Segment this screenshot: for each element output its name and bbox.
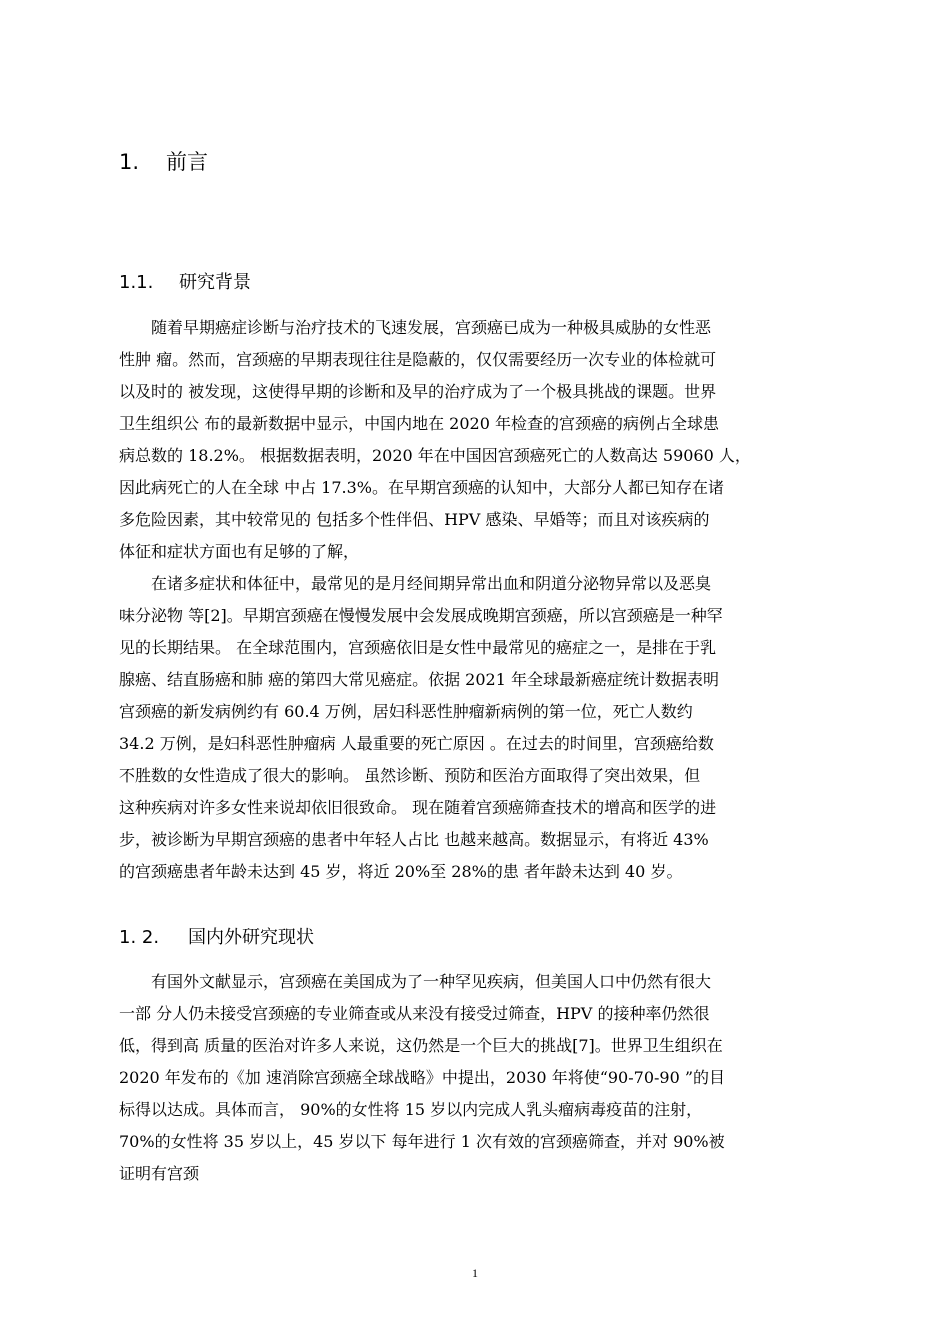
text-line: 低，得到高 质量的医治对许多人来说，这仍然是一个巨大的挑战[7]。世界卫生组织在 <box>119 1036 723 1055</box>
section-title: 研究背景 <box>179 272 251 293</box>
section-number: 1. 2. <box>119 927 160 948</box>
text-line: 的宫颈癌患者年龄未达到 45 岁，将近 20%至 28%的患 者年龄未达到 40 岁。 <box>119 862 683 881</box>
text-line: 卫生组织公 布的最新数据中显示，中国内地在 2020 年检查的宫颈癌的病例占全球患 <box>119 414 719 433</box>
text-line: 病总数的 18.2%。 根据数据表明，2020 年在中国因宫颈癌死亡的人数高达 59060 人， <box>119 446 751 465</box>
section-number: 1.1. <box>119 272 154 293</box>
paragraph-background-2 <box>119 568 842 888</box>
text-line: 70%的女性将 35 岁以上，45 岁以下 每年进行 1 次有效的宫颈癌筛查，并对 90%被 <box>119 1132 725 1151</box>
text-line: 在诸多症状和体征中，最常见的是月经间期异常出血和阴道分泌物异常以及恶臭 <box>119 574 712 593</box>
text-line: 不胜数的女性造成了很大的影响。 虽然诊断、预防和医治方面取得了突出效果，但 <box>119 766 701 785</box>
text-line: 证明有宫颈 <box>119 1164 200 1183</box>
paragraph-background-1 <box>119 312 842 568</box>
page-number: 1 <box>472 1266 478 1280</box>
chapter-title: 前言 <box>166 150 208 174</box>
text-line: 多危险因素，其中较常见的 包括多个性伴侣、HPV 感染、早婚等；而且对该疾病的 <box>119 510 710 529</box>
text-line: 因此病死亡的人在全球 中占 17.3%。在早期宫颈癌的认知中，大部分人都已知存在诸 <box>119 478 725 497</box>
text-line: 性肿 瘤。然而，宫颈癌的早期表现往往是隐蔽的，仅仅需要经历一次专业的体检就可 <box>119 350 717 369</box>
text-line: 标得以达成。具体而言， 90%的女性将 15 岁以内完成人乳头瘤病毒疫苗的注射， <box>119 1100 703 1119</box>
text-line: 2020 年发布的《加 速消除宫颈癌全球战略》中提出，2030 年将使“90-70-90 ”的目 <box>119 1068 726 1087</box>
section-heading-research-status <box>119 925 314 951</box>
text-line: 以及时的 被发现，这使得早期的诊断和及早的治疗成为了一个极具挑战的课题。世界 <box>119 382 717 401</box>
section-title: 国内外研究现状 <box>188 927 314 948</box>
text-line: 这种疾病对许多女性来说却依旧很致命。 现在随着宫颈癌筛查技术的增高和医学的进 <box>119 798 717 817</box>
paragraph-research-status-1 <box>119 966 842 1190</box>
text-line: 有国外文献显示，宫颈癌在美国成为了一种罕见疾病，但美国人口中仍然有很大 <box>119 972 712 991</box>
text-line: 腺癌、结直肠癌和肺 癌的第四大常见癌症。依据 2021 年全球最新癌症统计数据表明 <box>119 670 719 689</box>
section-heading-research-background <box>119 270 251 296</box>
text-line: 味分泌物 等[2]。早期宫颈癌在慢慢发展中会发展成晚期宫颈癌，所以宫颈癌是一种罕 <box>119 606 723 625</box>
text-line: 34.2 万例，是妇科恶性肿瘤病 人最重要的死亡原因 。在过去的时间里，宫颈癌给数 <box>119 734 714 753</box>
text-line: 体征和症状方面也有足够的了解， <box>119 542 360 561</box>
text-line: 一部 分人仍未接受宫颈癌的专业筛查或从来没有接受过筛查，HPV 的接种率仍然很 <box>119 1004 710 1023</box>
text-line: 见的长期结果。 在全球范围内，宫颈癌依旧是女性中最常见的癌症之一，是排在于乳 <box>119 638 717 657</box>
text-line: 随着早期癌症诊断与治疗技术的飞速发展，宫颈癌已成为一种极具威胁的女性恶 <box>119 318 712 337</box>
text-line: 步，被诊断为早期宫颈癌的患者中年轻人占比 也越来越高。数据显示，有将近 43% <box>119 830 709 849</box>
chapter-heading <box>119 148 208 176</box>
text-line: 宫颈癌的新发病例约有 60.4 万例，居妇科恶性肿瘤新病例的第一位，死亡人数约 <box>119 702 693 721</box>
chapter-number: 1. <box>119 150 140 174</box>
